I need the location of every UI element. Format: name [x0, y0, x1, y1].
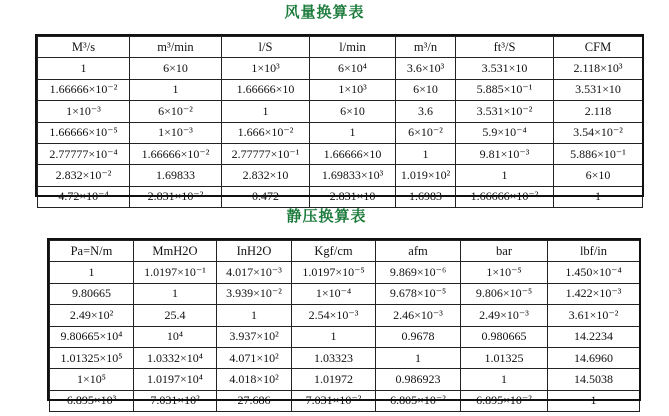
table-cell: 4.017×10⁻³	[217, 262, 292, 283]
table-cell: 2.46×10⁻³	[376, 305, 461, 326]
table-cell: 1.666×10⁻²	[222, 122, 310, 143]
table-cell: 2.49×10²	[50, 305, 134, 326]
table-cell: 6×10⁴	[310, 58, 396, 79]
table-row	[38, 143, 643, 164]
table-cell: 1.69833×10³	[310, 165, 396, 186]
column-header: InH2O	[217, 241, 292, 262]
table-cell: 0.472	[222, 186, 310, 207]
table-cell: 1.66666×10⁻²	[456, 186, 554, 207]
table-cell: 1	[50, 262, 134, 283]
table-cell: 1.0332×10⁴	[134, 347, 217, 368]
column-header: l/S	[222, 37, 310, 58]
table-row	[38, 122, 643, 143]
table-row	[50, 369, 640, 390]
table-cell: 2.831×10⁻²	[130, 186, 222, 207]
table-cell: 14.6960	[548, 347, 640, 368]
table-cell: 1	[222, 101, 310, 122]
table-cell: 27.686	[217, 390, 292, 411]
column-header: m³/min	[130, 37, 222, 58]
table-cell: 6×10	[130, 58, 222, 79]
table-cell: 2.54×10⁻³	[292, 305, 376, 326]
table-cell: 1.66666×10⁻²	[38, 79, 130, 100]
table-cell: 1	[217, 305, 292, 326]
column-header: Kgf/cm	[292, 241, 376, 262]
table-cell: 3.531×10⁻²	[456, 101, 554, 122]
table-cell: 1	[292, 326, 376, 347]
table-cell: 14.5038	[548, 369, 640, 390]
table-cell: 1.422×10⁻³	[548, 283, 640, 304]
table-cell: 1.03323	[292, 347, 376, 368]
column-header: M³/s	[38, 37, 130, 58]
table-cell: 1	[376, 347, 461, 368]
table-cell: 4.071×10²	[217, 347, 292, 368]
table-cell: 5.886×10⁻¹	[554, 143, 643, 164]
table-cell: 0.980665	[461, 326, 548, 347]
table-cell: 10⁴	[134, 326, 217, 347]
table-cell: 1.01325	[461, 347, 548, 368]
table-cell: 1.66666×10	[310, 143, 396, 164]
table-header-row	[50, 241, 640, 262]
table-cell: 6×10⁻²	[130, 101, 222, 122]
table-cell: 9.80665	[50, 283, 134, 304]
table-cell: 2.832×10⁻²	[38, 165, 130, 186]
table-cell: 1	[130, 79, 222, 100]
table-row	[38, 58, 643, 79]
column-header: CFM	[554, 37, 643, 58]
table-cell: 1.450×10⁻⁴	[548, 262, 640, 283]
table-header-row	[38, 37, 643, 58]
column-header: m³/n	[396, 37, 456, 58]
table-row	[38, 101, 643, 122]
air-volume-conversion-table	[37, 36, 643, 208]
table-cell: 2.118×10³	[554, 58, 643, 79]
table-cell: 5.885×10⁻¹	[456, 79, 554, 100]
table-cell: 3.937×10²	[217, 326, 292, 347]
table-cell: 3.531×10	[554, 79, 643, 100]
table-cell: 1.01325×10⁵	[50, 347, 134, 368]
table-cell: 1.0197×10⁻⁵	[292, 262, 376, 283]
table-cell: 14.2234	[548, 326, 640, 347]
table-cell: 6×10⁻²	[396, 122, 456, 143]
table-cell: 7.031×10²	[134, 390, 217, 411]
table-cell: 1.66666×10⁻²	[130, 143, 222, 164]
table-cell: 5.9×10⁻⁴	[456, 122, 554, 143]
column-header: l/min	[310, 37, 396, 58]
table-cell: 1.6983	[396, 186, 456, 207]
table-row	[38, 79, 643, 100]
table-cell: 6×10	[554, 165, 643, 186]
table-cell: 1	[456, 165, 554, 186]
table-cell: 3.54×10⁻²	[554, 122, 643, 143]
table-cell: 2.49×10⁻³	[461, 305, 548, 326]
table-cell: 1	[310, 122, 396, 143]
table-cell: 9.806×10⁻⁵	[461, 283, 548, 304]
table-cell: 6.895×10⁻²	[461, 390, 548, 411]
table-cell: 1×10⁻⁴	[292, 283, 376, 304]
table-cell: 2.118	[554, 101, 643, 122]
table-cell: 1	[548, 390, 640, 411]
table-cell: 3.6	[396, 101, 456, 122]
table-cell: 1.01972	[292, 369, 376, 390]
table-cell: 3.6×10³	[396, 58, 456, 79]
static-pressure-conversion-table	[49, 240, 640, 412]
table-cell: 2.77777×10⁻⁴	[38, 143, 130, 164]
table-cell: 0.986923	[376, 369, 461, 390]
table-cell: 9.80665×10⁴	[50, 326, 134, 347]
table-row	[50, 390, 640, 411]
table-cell: 1.69833	[130, 165, 222, 186]
static-pressure-table-title: 静压换算表	[286, 207, 367, 225]
table-cell: 4.72×10⁻⁴	[38, 186, 130, 207]
table-cell: 9.678×10⁻⁵	[376, 283, 461, 304]
table-cell: 7.031×10⁻²	[292, 390, 376, 411]
table-cell: 1×10³	[222, 58, 310, 79]
table-row	[50, 326, 640, 347]
table-cell: 0.9678	[376, 326, 461, 347]
table-cell: 1	[134, 283, 217, 304]
table-cell: 2.832×10	[222, 165, 310, 186]
table-cell: 1.0197×10⁻¹	[134, 262, 217, 283]
table-cell: 1.019×10²	[396, 165, 456, 186]
table-cell: 4.018×10²	[217, 369, 292, 390]
table-cell: 1	[461, 369, 548, 390]
table-cell: 1×10⁻³	[38, 101, 130, 122]
table-cell: 1×10⁻⁵	[461, 262, 548, 283]
table-cell: 3.939×10⁻²	[217, 283, 292, 304]
table-row	[50, 305, 640, 326]
table-cell: 25.4	[134, 305, 217, 326]
table-row	[38, 165, 643, 186]
table-cell: 1×10⁵	[50, 369, 134, 390]
column-header: Pa=N/m	[50, 241, 134, 262]
table-cell: 1.0197×10⁴	[134, 369, 217, 390]
table-cell: 6×10	[310, 101, 396, 122]
air-volume-table-title: 风量换算表	[284, 3, 365, 21]
column-header: afm	[376, 241, 461, 262]
table-cell: 6×10	[396, 79, 456, 100]
table-row	[50, 262, 640, 283]
column-header: bar	[461, 241, 548, 262]
table-cell: 6.805×10⁻²	[376, 390, 461, 411]
table-cell: 1	[396, 143, 456, 164]
table-cell: 3.531×10	[456, 58, 554, 79]
column-header: ft³/S	[456, 37, 554, 58]
column-header: lbf/in	[548, 241, 640, 262]
table-row	[50, 283, 640, 304]
table-cell: 9.869×10⁻⁶	[376, 262, 461, 283]
table-row	[50, 347, 640, 368]
table-cell: 2.831×10	[310, 186, 396, 207]
table-cell: 1.66666×10	[222, 79, 310, 100]
table-cell: 1×10⁻³	[130, 122, 222, 143]
table-cell: 1×10³	[310, 79, 396, 100]
table-cell: 6.895×10³	[50, 390, 134, 411]
column-header: MmH2O	[134, 241, 217, 262]
table-cell: 3.61×10⁻²	[548, 305, 640, 326]
table-cell: 1.66666×10⁻⁵	[38, 122, 130, 143]
table-cell: 1	[554, 186, 643, 207]
table-cell: 2.77777×10⁻¹	[222, 143, 310, 164]
table-cell: 1	[38, 58, 130, 79]
table-cell: 9.81×10⁻³	[456, 143, 554, 164]
